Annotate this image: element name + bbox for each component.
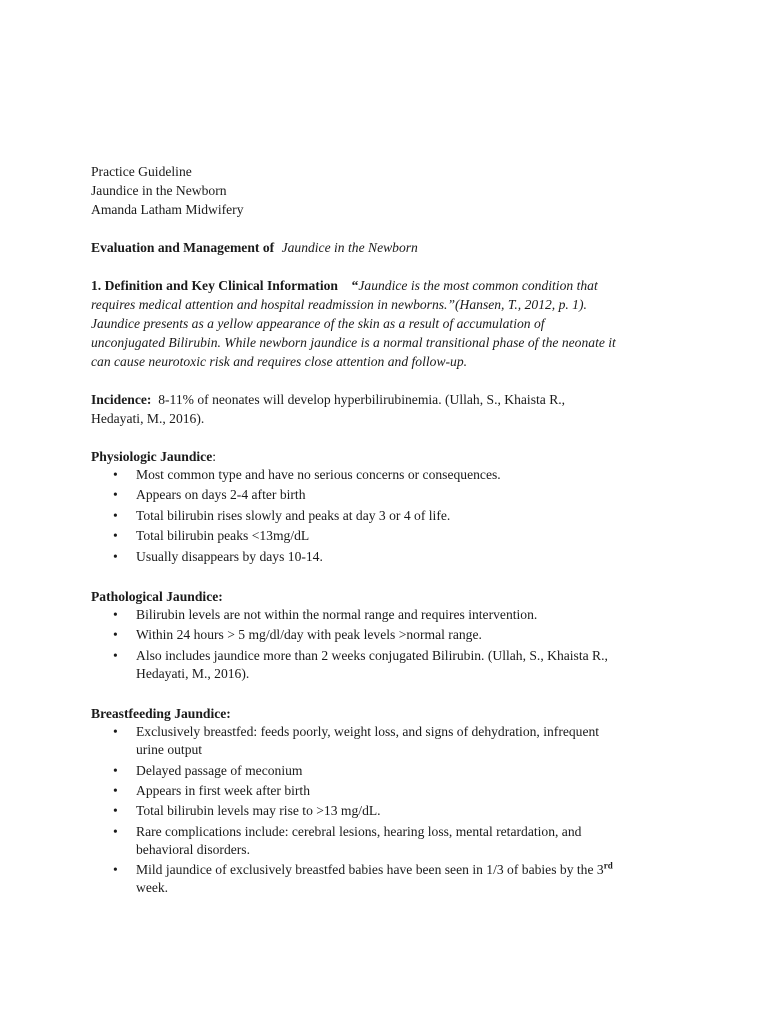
list-item-text: Delayed passage of meconium [136,762,303,778]
list-item [91,466,691,484]
physiologic-colon: : [212,449,217,464]
list-item [91,802,691,820]
pathological-list [91,606,691,683]
definition-text-line: Jaundice is the most common condition that [358,278,598,293]
bullet-icon: • [113,782,118,798]
bullet-icon: • [113,487,118,503]
definition-text-line: unconjugated Bilirubin. While newborn jaundice is a normal transitional phase of the neonate it [91,335,616,350]
incidence-label: Incidence: [91,392,152,407]
list-item [91,486,691,504]
bullet-icon: • [113,627,118,643]
ordinal-superscript: rd [603,860,613,871]
definition-text-line: can cause neurotoxic risk and requires close attention and follow-up. [91,354,468,369]
definition-open-quote: “ [351,278,359,293]
list-item [91,723,691,759]
bullet-icon: • [113,823,118,839]
list-item-text: urine output [136,742,203,758]
evaluation-label: Evaluation and Management of [91,240,275,255]
list-item-text: week. [136,880,169,896]
list-item-text: Also includes jaundice more than 2 weeks conjugated Bilirubin. (Ullah, S., Khaista R., [136,647,608,663]
list-item [91,606,691,624]
document-page [91,162,691,899]
list-item-text: Hedayati, M., 2016). [136,665,250,681]
bullet-icon: • [113,862,118,878]
bullet-icon: • [113,803,118,819]
definition-heading: 1. Definition and Key Clinical Information [91,278,338,293]
list-item-text: Mild jaundice of exclusively breastfed babies have been seen in 1/3 of babies by the 3 [136,862,604,878]
bullet-icon: • [113,724,118,740]
incidence-text: 8-11% of neonates will develop hyperbilirubinemia. (Ullah, S., Khaista R., [158,392,566,407]
list-item-text: Total bilirubin rises slowly and peaks at day 3 or 4 of life. [136,507,451,523]
list-item [91,823,691,859]
breastfeeding-heading: Breastfeeding Jaundice: [91,706,231,722]
definition-first-line [91,276,691,295]
bullet-icon: • [113,467,118,482]
list-item-text-line [136,861,691,879]
list-item [91,626,691,644]
breastfeeding-list [91,723,691,897]
list-item-text: Appears on days 2-4 after birth [136,487,306,503]
incidence-citation: Hedayati, M., 2016). [91,411,205,426]
bullet-icon: • [113,647,118,663]
doc-type-line: Practice Guideline [91,164,192,179]
evaluation-title: Jaundice in the Newborn [281,240,418,255]
list-item [91,782,691,800]
bullet-icon: • [113,507,118,523]
list-item [91,647,691,683]
bullet-icon: • [113,606,118,622]
bullet-icon: • [113,548,118,564]
list-item [91,762,691,780]
physiologic-list [91,466,691,566]
incidence-line [91,390,691,409]
physiologic-heading-line [91,447,691,466]
pathological-heading: Pathological Jaundice: [91,588,223,604]
list-item-text: Usually disappears by days 10-14. [136,548,323,564]
bullet-icon: • [113,528,118,544]
doc-author-line: Amanda Latham Midwifery [91,202,244,217]
list-item-text: Rare complications include: cerebral lesions, hearing loss, mental retardation, and [136,823,582,839]
list-item [91,527,691,545]
list-item-text: Exclusively breastfed: feeds poorly, weight loss, and signs of dehydration, infrequent [136,724,600,740]
list-item [91,507,691,525]
list-item-text: Bilirubin levels are not within the normal range and requires intervention. [136,606,538,622]
list-item [91,548,691,566]
list-item-text: Most common type and have no serious concerns or consequences. [136,467,501,482]
list-item-text: Total bilirubin peaks <13mg/dL [136,528,310,544]
definition-text-line: requires medical attention and hospital readmission in newborns.”(Hansen, T., 2012, p. 1). [91,297,587,312]
list-item-text: Appears in first week after birth [136,782,311,798]
physiologic-heading: Physiologic Jaundice [91,449,213,464]
doc-topic-line: Jaundice in the Newborn [91,183,227,198]
bullet-icon: • [113,762,118,778]
definition-text-line: Jaundice presents as a yellow appearance of the skin as a result of accumulation of [91,316,545,331]
list-item-text: Within 24 hours > 5 mg/dl/day with peak levels >normal range. [136,627,482,643]
list-item [91,861,691,897]
list-item-text: Total bilirubin levels may rise to >13 mg/dL. [136,803,381,819]
evaluation-heading [91,238,691,257]
list-item-text: behavioral disorders. [136,841,251,857]
